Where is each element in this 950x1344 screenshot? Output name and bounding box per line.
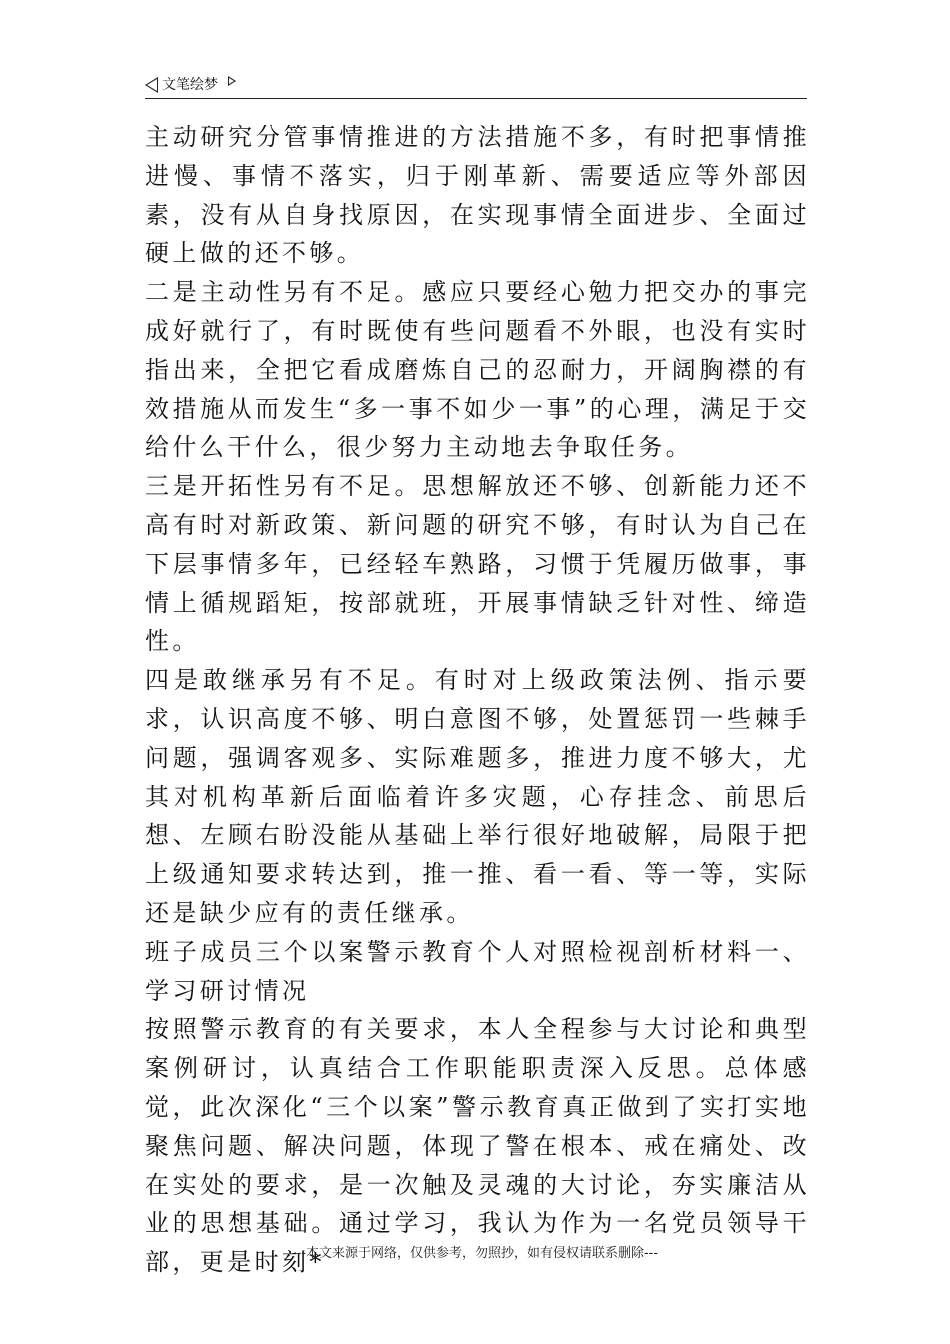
header-title: 文笔绘梦 bbox=[162, 77, 218, 93]
triangle-left-icon bbox=[145, 77, 158, 93]
paragraph-1: 主动研究分管事情推进的方法措施不多，有时把事情推进慢、事情不落实，归于刚革新、需要适应等外部因素，没有从自身找原因，在实现事情全面进步、全面过硬上做的还不够。 bbox=[145, 123, 810, 268]
paragraph-4: 四是敢继承另有不足。有时对上级政策法例、指示要求，认识高度不够、明白意图不够，处置惩罚一些棘手问题，强调客观多、实际难题多，推进力度不够大，尤其对机构革新后面临着许多灾题，心存挂念、前思后想、左顾右盼没能从基础上举行很好地破解，局限于把上级通知要求转达到，推一推、看一看、等一等，实际还是缺少应有的责任继承。 bbox=[145, 666, 810, 927]
page-header bbox=[145, 72, 807, 99]
paragraph-5: 按照警示教育的有关要求，本人全程参与大讨论和典型案例研讨，认真结合工作职能职责深入反思。总体感觉，此次深化“三个以案”警示教育真正做到了实打实地聚焦问题、解决问题，体现了警在根本、戒在痛处、改在实处的要求，是一次触及灵魂的大讨论，夯实廉洁从业的思想基础。通过学习，我认为作为一名党员领导干部，更是时刻* bbox=[145, 1015, 810, 1277]
paragraph-2: 二是主动性另有不足。感应只要经心勉力把交办的事完成好就行了，有时既使有些问题看不外眼，也没有实时指出来，全把它看成磨炼自己的忍耐力，开阔胸襟的有效措施从而发生“多一事不如少一事”的心理，满足于交给什么干什么，很少努力主动地去争取任务。 bbox=[145, 278, 810, 462]
footer-disclaimer: ---本文来源于网络，仅供参考，勿照抄，如有侵权请联系删除--- bbox=[291, 1246, 659, 1261]
paragraph-3: 三是开拓性另有不足。思想解放还不够、创新能力还不高有时对新政策、新问题的研究不够，有时认为自己在下层事情多年，已经轻车熟路，习惯于凭履历做事，事情上循规蹈矩，按部就班，开展事情缺乏针对性、缔造性。 bbox=[145, 472, 810, 656]
section-title: 班子成员三个以案警示教育个人对照检视剖析材料一、学习研讨情况 bbox=[145, 937, 810, 1005]
triangle-right-icon bbox=[228, 76, 236, 86]
document-body bbox=[145, 118, 810, 1282]
